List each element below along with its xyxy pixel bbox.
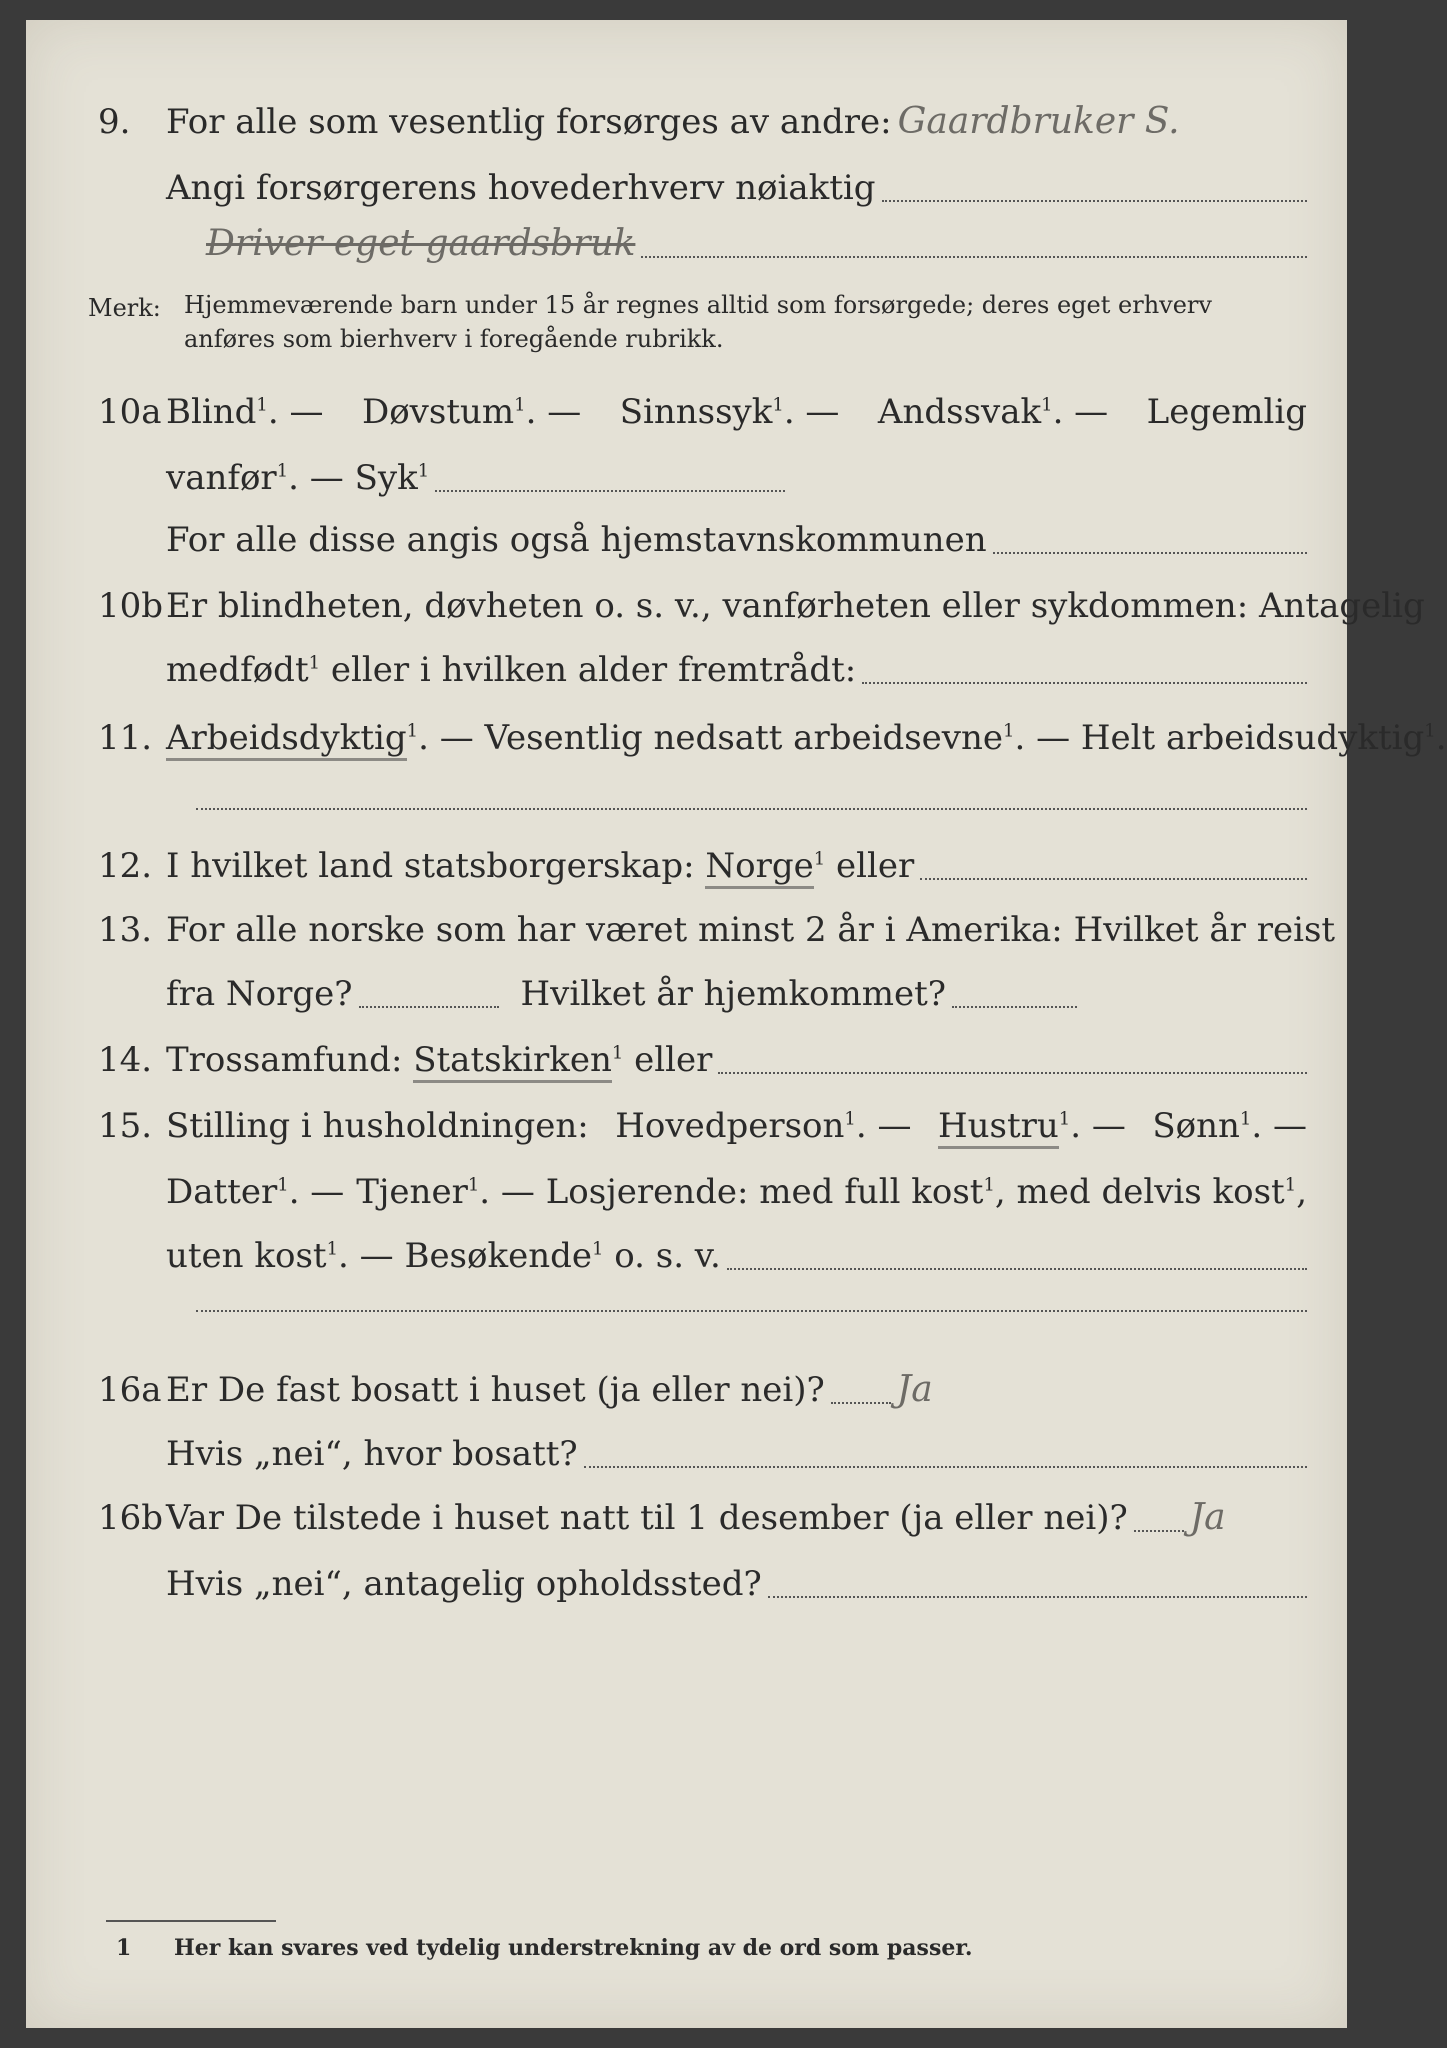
question-number: 13. (98, 910, 153, 950)
footnote (116, 1935, 973, 1961)
answer-line (993, 552, 1307, 554)
answer-line (641, 256, 1307, 258)
note-merk (26, 288, 1347, 368)
question-text: medfødt$^1$ eller i hvilken alder fremtrådt: (166, 650, 857, 690)
option-legemlig: Legemlig (1146, 392, 1307, 432)
question-number: 11. (98, 718, 153, 758)
question-number: 14. (98, 1040, 153, 1080)
question-text: Stilling i husholdningen: (166, 1106, 589, 1146)
question-number: 12. (98, 846, 153, 886)
handwritten-answer: Gaardbruker S. (897, 101, 1180, 142)
option-tjener: Tjener$^1$. — Losjerende: med full kost$^1$, med delvis kost$^1$, (356, 1172, 1307, 1212)
question-text: Var De tilstede i huset natt til 1 desember (ja eller nei)? (166, 1498, 1128, 1538)
census-form-page (26, 20, 1447, 2028)
option-vanfor: vanfør$^1$. — Syk$^1$ (166, 458, 430, 498)
selected-option: Statskirken (413, 1040, 612, 1083)
question-text: Hvis „nei“, antagelig opholdssted? (166, 1564, 762, 1604)
question-number: 9. (98, 102, 131, 142)
answer-line (584, 1466, 1307, 1468)
option-hustru: Hustru$^1$. — (938, 1106, 1126, 1146)
option-datter: Datter$^1$. — (166, 1172, 345, 1212)
question-text: For alle disse angis også hjemstavnskommunen (166, 520, 987, 560)
note-label: Merk: (88, 294, 161, 322)
answer-line (196, 1310, 1307, 1312)
option-sinnssyk: Sinnssyk$^1$. — (619, 392, 840, 432)
option-sonn: Sønn$^1$. — (1152, 1106, 1307, 1146)
option-andssvak: Andssvak$^1$. — (877, 392, 1109, 432)
answer-line (435, 490, 785, 492)
question-text: Arbeidsdyktig$^1$. — Vesentlig nedsatt arbeidsevne$^1$. — Helt arbeidsudyktig$^1$. (166, 718, 1447, 758)
question-text: For alle som vesentlig forsørges av andre: (166, 102, 892, 142)
answer-line (1134, 1530, 1184, 1532)
question-number: 16b (98, 1498, 164, 1538)
question-text: Er blindheten, døvheten o. s. v., vanførheten eller sykdommen: Antagelig (166, 586, 1425, 626)
question-text: I hvilket land statsborgerskap: Norge$^1$ eller (166, 846, 914, 886)
answer-line (920, 878, 1307, 880)
note-text-line: Hjemmeværende barn under 15 år regnes alltid som forsørgede; deres eget erhverv (184, 291, 1212, 319)
answer-line (952, 1006, 1077, 1008)
option-dovstum: Døvstum$^1$. — (361, 392, 582, 432)
handwritten-answer: Ja (896, 1369, 933, 1410)
footnote-text: Her kan svares ved tydelig understrekning av de ord som passer. (174, 1935, 973, 1961)
answer-line (882, 200, 1307, 202)
footnote-rule (106, 1920, 276, 1922)
option-blind: Blind$^1$. — (166, 392, 324, 432)
handwritten-answer: Ja (1189, 1497, 1226, 1538)
selected-option: Norge (705, 846, 813, 889)
footnote-mark: 1 (116, 1935, 132, 1961)
selected-option: Arbeidsdyktig (166, 718, 407, 761)
question-number: 16a (98, 1370, 162, 1410)
answer-line (768, 1596, 1307, 1598)
question-text: For alle norske som har været minst 2 år i Amerika: Hvilket år reist (166, 910, 1336, 950)
answer-line (359, 1006, 499, 1008)
answer-line (718, 1072, 1307, 1074)
question-text: Trossamfund: Statskirken$^1$ eller (166, 1040, 712, 1080)
answer-line (727, 1268, 1307, 1270)
question-text: Er De fast bosatt i huset (ja eller nei)? (166, 1370, 825, 1410)
question-number: 10a (98, 392, 162, 432)
handwritten-answer-struck: Driver eget gaardsbruk (206, 223, 636, 264)
question-text: Hvis „nei“, hvor bosatt? (166, 1434, 578, 1474)
question-number: 10b (98, 586, 164, 626)
answer-line (831, 1402, 891, 1404)
answer-line (862, 682, 1307, 684)
question-text: Hvilket år hjemkommet? (520, 974, 947, 1014)
question-text: fra Norge? (166, 974, 353, 1014)
question-text: uten kost$^1$. — Besøkende$^1$ o. s. v. (166, 1236, 721, 1276)
option-hovedperson: Hovedperson$^1$. — (615, 1106, 912, 1146)
question-number: 15. (98, 1106, 153, 1146)
note-text-line: anføres som bierhverv i foregående rubrikk. (184, 325, 724, 353)
question-text: Angi forsørgerens hovederhverv nøiaktig (166, 168, 876, 208)
answer-line (196, 808, 1307, 810)
